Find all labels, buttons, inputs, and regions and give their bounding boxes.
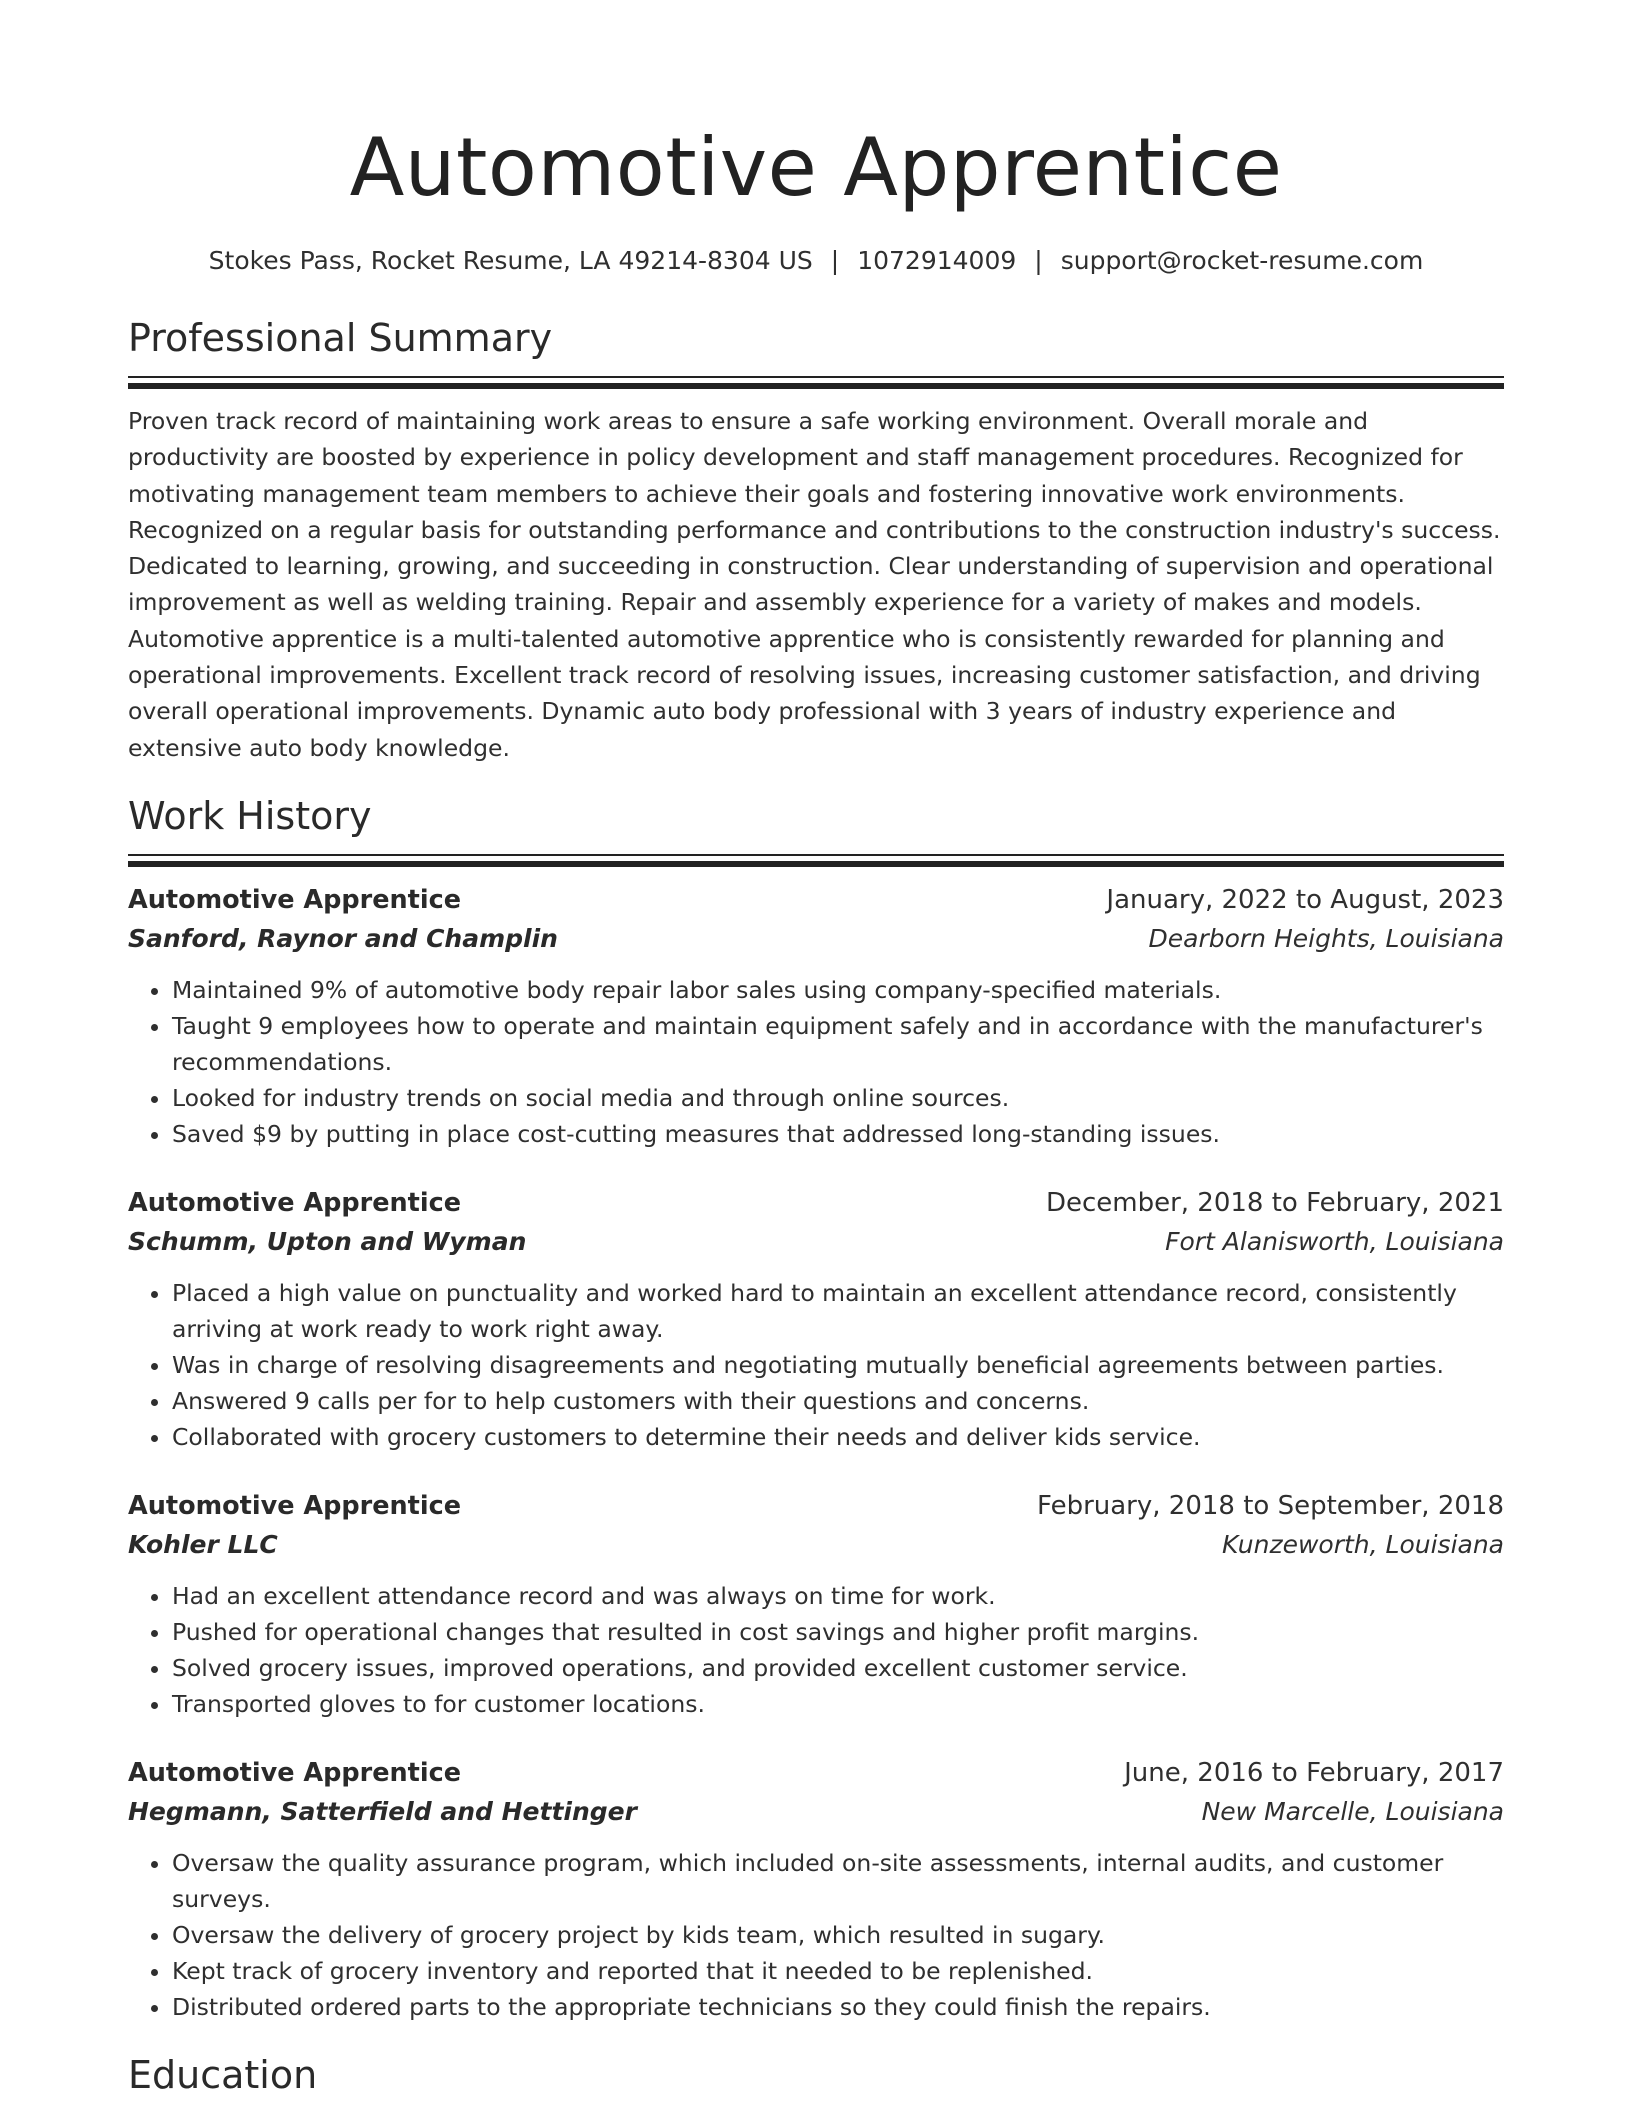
job-title: Automotive Apprentice <box>128 1757 462 1788</box>
job-header-row <box>128 1754 1504 1792</box>
contact-email: support@rocket-resume.com <box>1060 246 1424 275</box>
contact-address: Stokes Pass, Rocket Resume, LA 49214-8304 US <box>208 246 813 275</box>
job-location: Dearborn Heights, Louisiana <box>1148 923 1504 953</box>
job-entry <box>128 881 1504 1152</box>
job-company: Schumm, Upton and Wyman <box>128 1226 527 1256</box>
job-bullet: • Collaborated with grocery customers to determine their needs and deliver kids service. <box>172 1419 1504 1455</box>
contact-phone: 1072914009 <box>857 246 1017 275</box>
job-title: Automotive Apprentice <box>128 884 462 915</box>
job-location: New Marcelle, Louisiana <box>1201 1796 1504 1826</box>
section-heading-summary: Professional Summary <box>128 316 553 360</box>
job-dates: June, 2016 to February, 2017 <box>1124 1757 1504 1788</box>
job-bullets <box>128 1845 1504 2025</box>
summary-text: Proven track record of maintaining work areas to ensure a safe working environment. Overall morale and productivity are boosted by experience in policy development and staff management procedures. Recognized for motivating management team members to achieve their goals and fostering innovative work environments. Recognized on a regular basis for outstanding performance and contributions to the construction industry's success. Dedicated to learning, growing, and succeeding in construction. Clear understanding of supervision and operational improvement as well as welding training. Repair and assembly experience for a variety of makes and models. Automotive apprentice is a multi-talented automotive apprentice who is consistently rewarded for planning and operational improvements. Excellent track record of resolving issues, increasing customer satisfaction, and driving overall operational improvements. Dynamic auto body professional with 3 years of industry experience and extensive auto body knowledge. <box>128 407 1501 762</box>
job-bullet: • Had an excellent attendance record and was always on time for work. <box>172 1578 1504 1614</box>
section-divider <box>128 376 1504 378</box>
job-bullet: • Transported gloves to for customer locations. <box>172 1686 1504 1722</box>
job-bullet: • Was in charge of resolving disagreements and negotiating mutually beneficial agreements between parties. <box>172 1347 1504 1383</box>
section-divider-thick <box>128 861 1504 867</box>
section-heading-work: Work History <box>128 793 372 838</box>
job-entry <box>128 1487 1504 1722</box>
job-dates: December, 2018 to February, 2021 <box>1045 1187 1504 1218</box>
job-company-row <box>128 1222 1504 1261</box>
contact-separator: | <box>830 246 840 275</box>
job-bullet: • Kept track of grocery inventory and reported that it needed to be replenished. <box>172 1953 1504 1989</box>
job-title: Automotive Apprentice <box>128 1490 462 1521</box>
job-entry <box>128 1184 1504 1455</box>
section-divider-thick <box>128 383 1504 389</box>
job-dates: January, 2022 to August, 2023 <box>1106 884 1504 915</box>
job-bullet: • Answered 9 calls per for to help customers with their questions and concerns. <box>172 1383 1504 1419</box>
work-history-section <box>128 792 1504 2025</box>
section-divider <box>128 854 1504 856</box>
job-company-row <box>128 1792 1504 1831</box>
job-company: Sanford, Raynor and Champlin <box>128 923 558 953</box>
job-bullet: • Saved $9 by putting in place cost-cutting measures that addressed long-standing issues. <box>172 1116 1504 1152</box>
job-entry <box>128 1754 1504 2025</box>
job-header-row <box>128 1184 1504 1222</box>
job-location: Kunzeworth, Louisiana <box>1222 1529 1504 1559</box>
job-header-row <box>128 1487 1504 1525</box>
job-bullet: • Taught 9 employees how to operate and maintain equipment safely and in accordance with the manufacturer's recommendations. <box>172 1008 1504 1080</box>
contact-line <box>128 244 1504 278</box>
summary-section <box>128 314 1504 766</box>
job-bullets <box>128 972 1504 1152</box>
job-bullets <box>128 1578 1504 1722</box>
job-bullet: • Pushed for operational changes that resulted in cost savings and higher profit margins. <box>172 1614 1504 1650</box>
resume-name: Automotive Apprentice <box>349 121 1283 214</box>
job-bullet: • Oversaw the quality assurance program, which included on-site assessments, internal audits, and customer surveys. <box>172 1845 1504 1917</box>
job-bullet: • Placed a high value on punctuality and worked hard to maintain an excellent attendance record, consistently arriving at work ready to work right away. <box>172 1275 1504 1347</box>
job-title: Automotive Apprentice <box>128 1187 462 1218</box>
contact-separator: | <box>1034 246 1043 275</box>
job-location: Fort Alanisworth, Louisiana <box>1165 1226 1504 1256</box>
job-bullet: • Looked for industry trends on social media and through online sources. <box>172 1080 1504 1116</box>
job-bullet: • Oversaw the delivery of grocery project by kids team, which resulted in sugary. <box>172 1917 1504 1953</box>
job-company-row <box>128 919 1504 958</box>
job-company: Kohler LLC <box>128 1529 278 1559</box>
section-heading-education: Education <box>128 2052 318 2097</box>
job-bullet: • Maintained 9% of automotive body repair labor sales using company-specified materials. <box>172 972 1504 1008</box>
job-company: Hegmann, Satterfield and Hettinger <box>128 1796 637 1826</box>
job-bullet: • Distributed ordered parts to the appropriate technicians so they could finish the repairs. <box>172 1989 1504 2025</box>
resume-page <box>128 0 1504 2099</box>
job-dates: February, 2018 to September, 2018 <box>1037 1490 1504 1521</box>
job-bullets <box>128 1275 1504 1455</box>
job-company-row <box>128 1525 1504 1564</box>
job-bullet: • Solved grocery issues, improved operations, and provided excellent customer service. <box>172 1650 1504 1686</box>
education-section <box>128 2051 1504 2099</box>
job-header-row <box>128 881 1504 919</box>
